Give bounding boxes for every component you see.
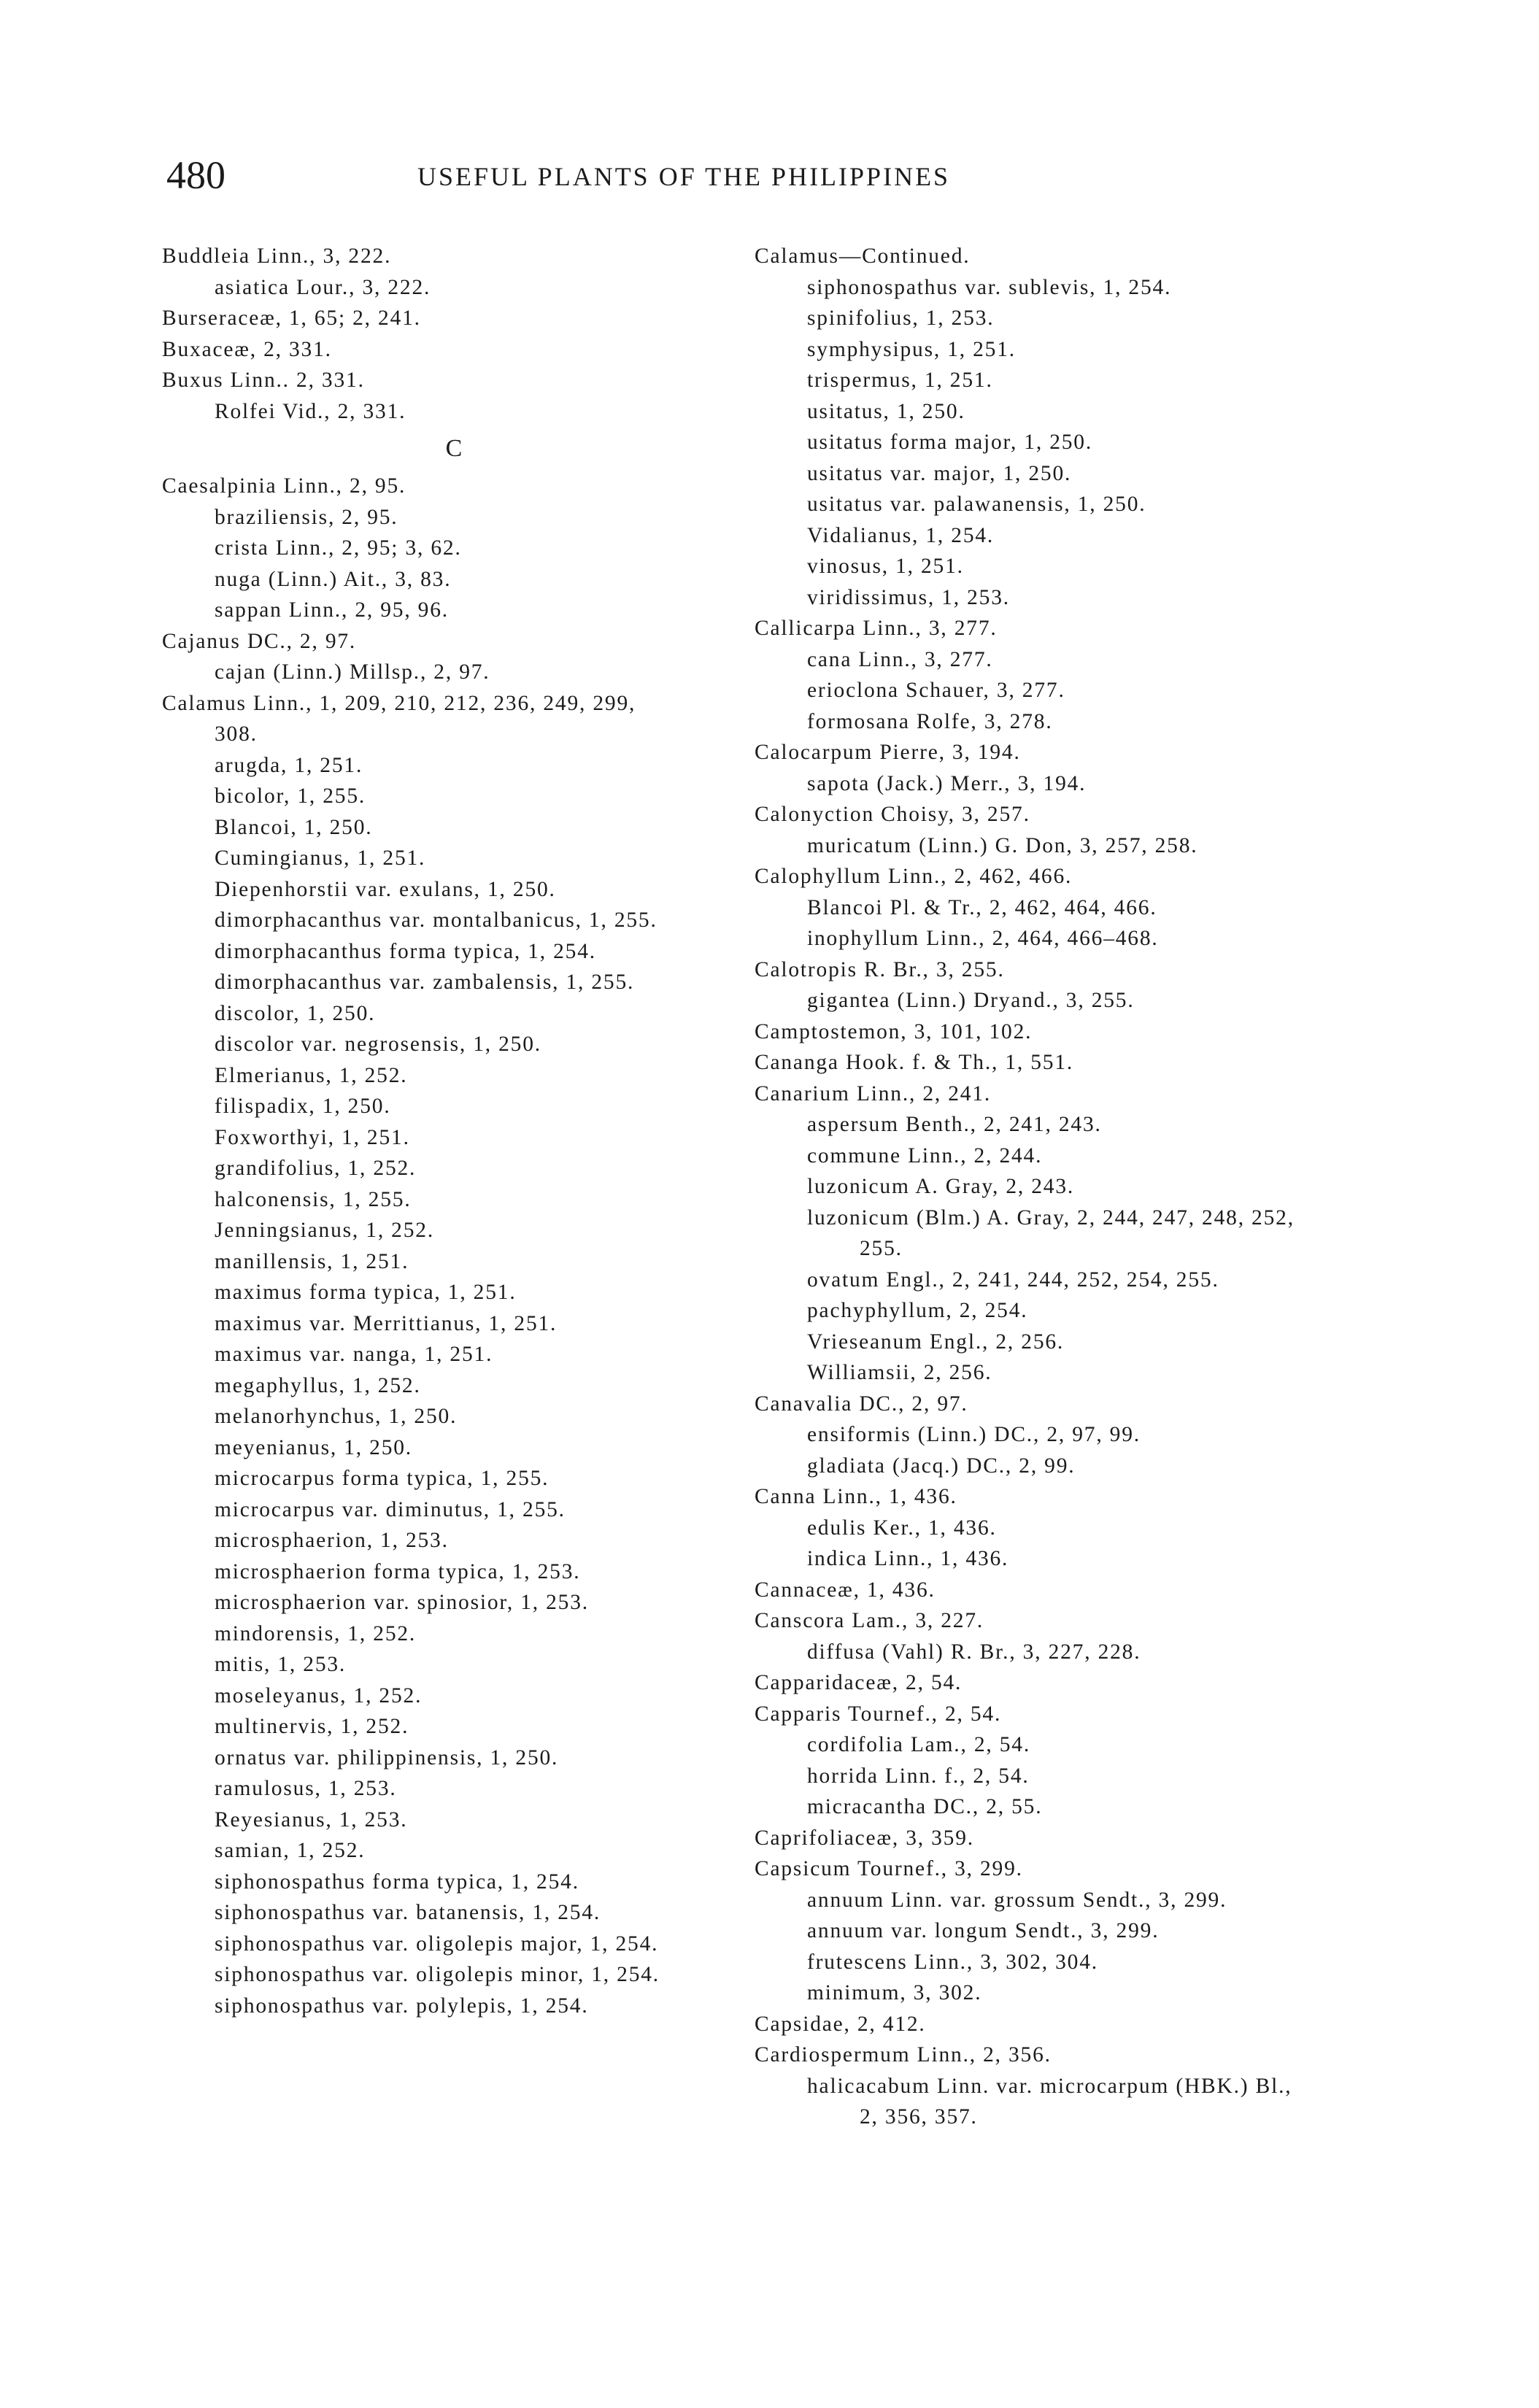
index-subentry: arugda, 1, 251.	[215, 753, 363, 777]
index-subentry: filispadix, 1, 250.	[215, 1095, 391, 1118]
index-subentry: dimorphacanthus forma typica, 1, 254.	[215, 939, 596, 963]
index-subentry: siphonospathus forma typica, 1, 254.	[215, 1869, 579, 1894]
index-subentry: usitatus, 1, 250.	[807, 399, 965, 423]
index-subentry: siphonospathus var. oligolepis minor, 1, 254.	[215, 1963, 660, 1986]
index-entry: Caprifoliaceæ, 3, 359.	[755, 1826, 974, 1850]
index-subentry: mindorensis, 1, 252.	[215, 1621, 417, 1645]
index-subentry: braziliensis, 2, 95.	[215, 505, 398, 529]
index-subentry: Diepenhorstii var. exulans, 1, 250.	[215, 877, 556, 901]
index-subentry: aspersum Benth., 2, 241, 243.	[807, 1113, 1102, 1136]
index-subentry: Reyesianus, 1, 253.	[215, 1807, 408, 1832]
index-subentry: edulis Ker., 1, 436.	[807, 1516, 997, 1540]
index-entry: Calophyllum Linn., 2, 462, 466.	[755, 865, 1073, 888]
index-subentry: ornatus var. philippinensis, 1, 250.	[215, 1745, 559, 1770]
running-title: USEFUL PLANTS OF THE PHILIPPINES	[417, 162, 951, 191]
index-subentry: ensiformis (Linn.) DC., 2, 97, 99.	[807, 1423, 1141, 1446]
index-subentry: discolor, 1, 250.	[215, 1001, 376, 1025]
index-subentry: diffusa (Vahl) R. Br., 3, 227, 228.	[807, 1640, 1141, 1664]
index-entry: Calonyction Choisy, 3, 257.	[755, 803, 1030, 826]
index-entry: Canarium Linn., 2, 241.	[755, 1081, 992, 1105]
index-subentry: bicolor, 1, 255.	[215, 784, 366, 808]
index-subentry: ovatum Engl., 2, 241, 244, 252, 254, 255.	[807, 1267, 1219, 1292]
index-subentry: vinosus, 1, 251.	[807, 555, 964, 578]
index-subentry: luzonicum (Blm.) A. Gray, 2, 244, 247, 248, 252, 255.	[807, 1205, 1295, 1260]
index-subentry: Blancoi, 1, 250.	[215, 815, 373, 839]
index-subentry: Vidalianus, 1, 254.	[807, 523, 995, 547]
index-entry: Calamus Linn., 1, 209, 210, 212, 236, 249, 299, 308.	[162, 691, 636, 746]
index-entry: Buxus Linn.. 2, 331.	[162, 368, 365, 392]
index-entry: Buxaceæ, 2, 331.	[162, 337, 332, 361]
index-subentry: Blancoi Pl. & Tr., 2, 462, 464, 466.	[807, 895, 1157, 919]
index-subentry: crista Linn., 2, 95; 3, 62.	[215, 536, 462, 560]
index-subentry: microsphaerion var. spinosior, 1, 253.	[215, 1591, 589, 1614]
index-subentry: cana Linn., 3, 277.	[807, 647, 993, 671]
index-subentry: siphonospathus var. batanensis, 1, 254.	[215, 1901, 601, 1924]
index-subentry: dimorphacanthus var. montalbanicus, 1, 255.	[215, 908, 657, 932]
index-subentry: muricatum (Linn.) G. Don, 3, 257, 258.	[807, 833, 1198, 857]
page-header	[166, 153, 1086, 197]
index-subentry: inophyllum Linn., 2, 464, 466–468.	[807, 927, 1159, 950]
index-subentry: gladiata (Jacq.) DC., 2, 99.	[807, 1454, 1076, 1478]
index-subentry: indica Linn., 1, 436.	[807, 1547, 1009, 1570]
index-subentry: manillensis, 1, 251.	[215, 1249, 409, 1273]
index-subentry: luzonicum A. Gray, 2, 243.	[807, 1175, 1075, 1198]
index-subentry: Jenningsianus, 1, 252.	[215, 1219, 434, 1242]
index-entry: Canavalia DC., 2, 97.	[755, 1392, 968, 1416]
index-subentry: microcarpus forma typica, 1, 255.	[215, 1467, 549, 1490]
index-subentry: asiatica Lour., 3, 222.	[215, 275, 431, 299]
index-subentry: pachyphyllum, 2, 254.	[807, 1299, 1028, 1322]
index-subentry: usitatus forma major, 1, 250.	[807, 431, 1093, 454]
index-subentry: usitatus var. major, 1, 250.	[807, 461, 1072, 485]
index-subentry: annuum Linn. var. grossum Sendt., 3, 299.	[807, 1888, 1227, 1912]
index-entry: Calamus—Continued.	[755, 244, 971, 268]
index-entry: Calocarpum Pierre, 3, 194.	[755, 741, 1021, 764]
index-column-left	[162, 241, 746, 2021]
index-subentry: micracantha DC., 2, 55.	[807, 1795, 1043, 1818]
index-entry: Canscora Lam., 3, 227.	[755, 1609, 984, 1632]
index-subentry: usitatus var. palawanensis, 1, 250.	[807, 493, 1146, 516]
page-number: 480	[166, 153, 225, 197]
index-subentry: siphonospathus var. oligolepis major, 1, 254.	[215, 1932, 659, 1956]
index-entry: Cananga Hook. f. & Th., 1, 551.	[755, 1051, 1074, 1074]
index-subentry: microsphaerion forma typica, 1, 253.	[215, 1559, 581, 1583]
index-subentry: melanorhynchus, 1, 250.	[215, 1405, 458, 1428]
index-subentry: maximus forma typica, 1, 251.	[215, 1281, 517, 1304]
index-subentry: halconensis, 1, 255.	[215, 1187, 412, 1211]
index-subentry: Vrieseanum Engl., 2, 256.	[807, 1330, 1065, 1354]
index-subentry: Foxworthyi, 1, 251.	[215, 1125, 410, 1149]
index-subentry: Elmerianus, 1, 252.	[215, 1063, 408, 1087]
index-subentry: gigantea (Linn.) Dryand., 3, 255.	[807, 989, 1135, 1012]
index-subentry: trispermus, 1, 251.	[807, 368, 993, 392]
index-subentry: minimum, 3, 302.	[807, 1981, 982, 2004]
index-subentry: Cumingianus, 1, 251.	[215, 846, 426, 870]
index-subentry: grandifolius, 1, 252.	[215, 1157, 417, 1180]
index-subentry: megaphyllus, 1, 252.	[215, 1373, 421, 1397]
index-subentry: maximus var. nanga, 1, 251.	[215, 1343, 493, 1366]
index-entry: Calotropis R. Br., 3, 255.	[755, 957, 1005, 981]
index-subentry: samian, 1, 252.	[215, 1839, 366, 1862]
index-entry: Buddleia Linn., 3, 222.	[162, 244, 392, 268]
index-subentry: halicacabum Linn. var. microcarpum (HBK.) Bl., 2, 356, 357.	[807, 2074, 1292, 2129]
index-entry: Capparidaceæ, 2, 54.	[755, 1671, 963, 1694]
index-subentry: sapota (Jack.) Merr., 3, 194.	[807, 771, 1087, 795]
index-subentry: commune Linn., 2, 244.	[807, 1143, 1043, 1168]
index-subentry: maximus var. Merrittianus, 1, 251.	[215, 1311, 558, 1335]
index-subentry: microsphaerion, 1, 253.	[215, 1529, 449, 1552]
index-subentry: siphonospathus var. polylepis, 1, 254.	[215, 1994, 589, 2018]
index-subentry: nuga (Linn.) Ait., 3, 83.	[215, 567, 452, 591]
index-column-right	[755, 241, 1338, 2133]
index-subentry: spinifolius, 1, 253.	[807, 306, 995, 330]
index-entry: Cajanus DC., 2, 97.	[162, 629, 357, 653]
index-subentry: erioclona Schauer, 3, 277.	[807, 679, 1065, 702]
index-entry: Caesalpinia Linn., 2, 95.	[162, 474, 406, 498]
index-subentry: Williamsii, 2, 256.	[807, 1361, 992, 1384]
index-subentry: multinervis, 1, 252.	[215, 1715, 409, 1738]
index-subentry: formosana Rolfe, 3, 278.	[807, 709, 1053, 733]
index-subentry: horrida Linn. f., 2, 54.	[807, 1764, 1030, 1788]
index-subentry: symphysipus, 1, 251.	[807, 337, 1016, 361]
index-subentry: microcarpus var. diminutus, 1, 255.	[215, 1497, 566, 1521]
index-entry: Capsicum Tournef., 3, 299.	[755, 1857, 1023, 1880]
index-subentry: meyenianus, 1, 250.	[215, 1435, 412, 1459]
index-subentry: viridissimus, 1, 253.	[807, 585, 1010, 609]
index-entry: Cardiospermum Linn., 2, 356.	[755, 2043, 1052, 2067]
index-entry: Cannaceæ, 1, 436.	[755, 1578, 936, 1602]
index-subentry: siphonospathus var. sublevis, 1, 254.	[807, 275, 1172, 299]
index-subentry: mitis, 1, 253.	[215, 1653, 347, 1676]
index-entry: Capsidae, 2, 412.	[755, 2012, 926, 2036]
index-subentry: discolor var. negrosensis, 1, 250.	[215, 1033, 541, 1056]
index-subentry: ramulosus, 1, 253.	[215, 1777, 397, 1800]
index-section-letter: C	[445, 435, 463, 462]
index-subentry: cajan (Linn.) Millsp., 2, 97.	[215, 660, 490, 684]
index-subentry: dimorphacanthus var. zambalensis, 1, 255.	[215, 970, 635, 994]
index-entry: Canna Linn., 1, 436.	[755, 1485, 957, 1508]
index-subentry: cordifolia Lam., 2, 54.	[807, 1733, 1031, 1756]
index-subentry: sappan Linn., 2, 95, 96.	[215, 598, 449, 622]
index-subentry: moseleyanus, 1, 252.	[215, 1683, 423, 1707]
index-entry: Burseraceæ, 1, 65; 2, 241.	[162, 306, 421, 330]
index-subentry: annuum var. longum Sendt., 3, 299.	[807, 1919, 1160, 1942]
index-entry: Camptostemon, 3, 101, 102.	[755, 1019, 1033, 1043]
index-entry: Capparis Tournef., 2, 54.	[755, 1702, 1002, 1726]
index-subentry: frutescens Linn., 3, 302, 304.	[807, 1950, 1098, 1974]
index-subentry: Rolfei Vid., 2, 331.	[215, 399, 406, 423]
index-entry: Callicarpa Linn., 3, 277.	[755, 617, 998, 640]
